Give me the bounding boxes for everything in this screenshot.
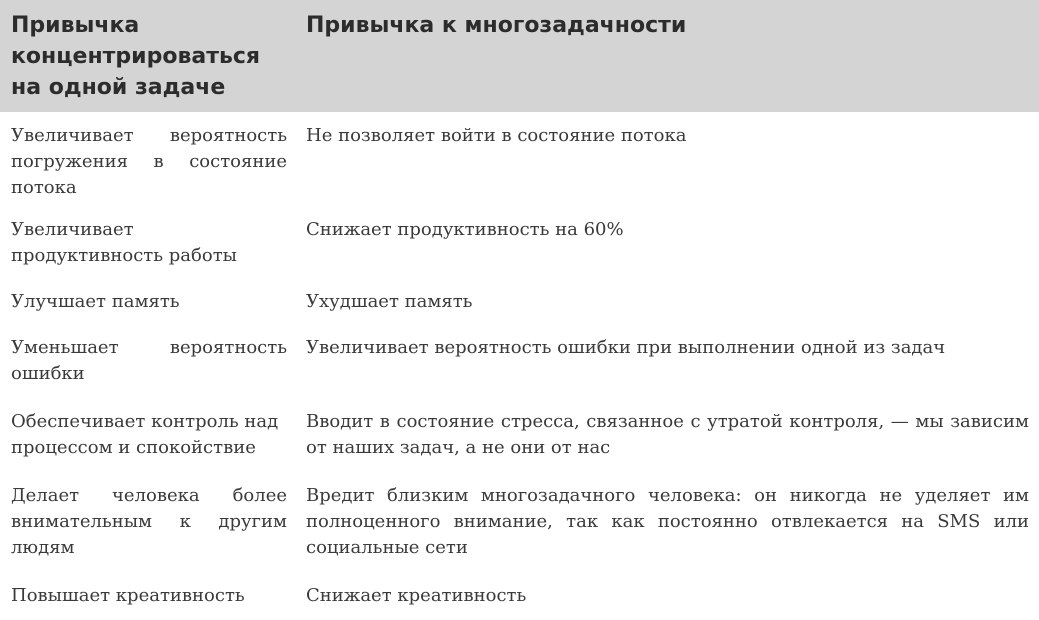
cell-multitask: Вредит близким многозадачного человека: он никогда не уделяет им полноценного внимание, так как постоянно отвлекается на SMS или социальные сети	[306, 485, 1029, 558]
cell-single-task: Увеличивает вероятность погружения в состояние потока	[11, 125, 287, 198]
table-row	[0, 214, 1039, 287]
table-header	[0, 0, 1039, 112]
cell-single-task: Улучшает память	[11, 291, 180, 312]
header-cell-multitask	[301, 10, 1039, 112]
cell-single-task: Увеличивает продуктивность работы	[11, 219, 237, 266]
cell-single-task: Уменьшает вероятность ошибки	[11, 337, 287, 384]
table-row	[0, 407, 1039, 481]
table-row	[0, 287, 1039, 333]
cell-multitask: Вводит в состояние стресса, связанное с утратой контроля, — мы зависим от наших задач, а не они от нас	[306, 411, 1029, 458]
table-row	[0, 112, 1039, 214]
cell-multitask: Ухудшает память	[306, 291, 473, 312]
cell-multitask: Увеличивает вероятность ошибки при выполнении одной из задач	[306, 337, 946, 358]
table-row	[0, 581, 1039, 619]
header-cell-single-task	[0, 10, 301, 112]
cell-single-task: Обеспечивает контроль над процессом и спокойствие	[11, 411, 279, 458]
cell-single-task: Повышает креативность	[11, 585, 245, 606]
header-multitask-label: Привычка к многозадачности	[306, 13, 687, 38]
table-row	[0, 333, 1039, 407]
cell-single-task: Делает человека более внимательным к другим людям	[11, 485, 287, 558]
cell-multitask: Не позволяет войти в состояние потока	[306, 125, 687, 146]
header-single-task-label: Привычка концентрироваться на одной задаче	[11, 13, 261, 100]
table-row	[0, 481, 1039, 581]
cell-multitask: Снижает продуктивность на 60%	[306, 219, 624, 240]
cell-multitask: Снижает креативность	[306, 585, 527, 606]
